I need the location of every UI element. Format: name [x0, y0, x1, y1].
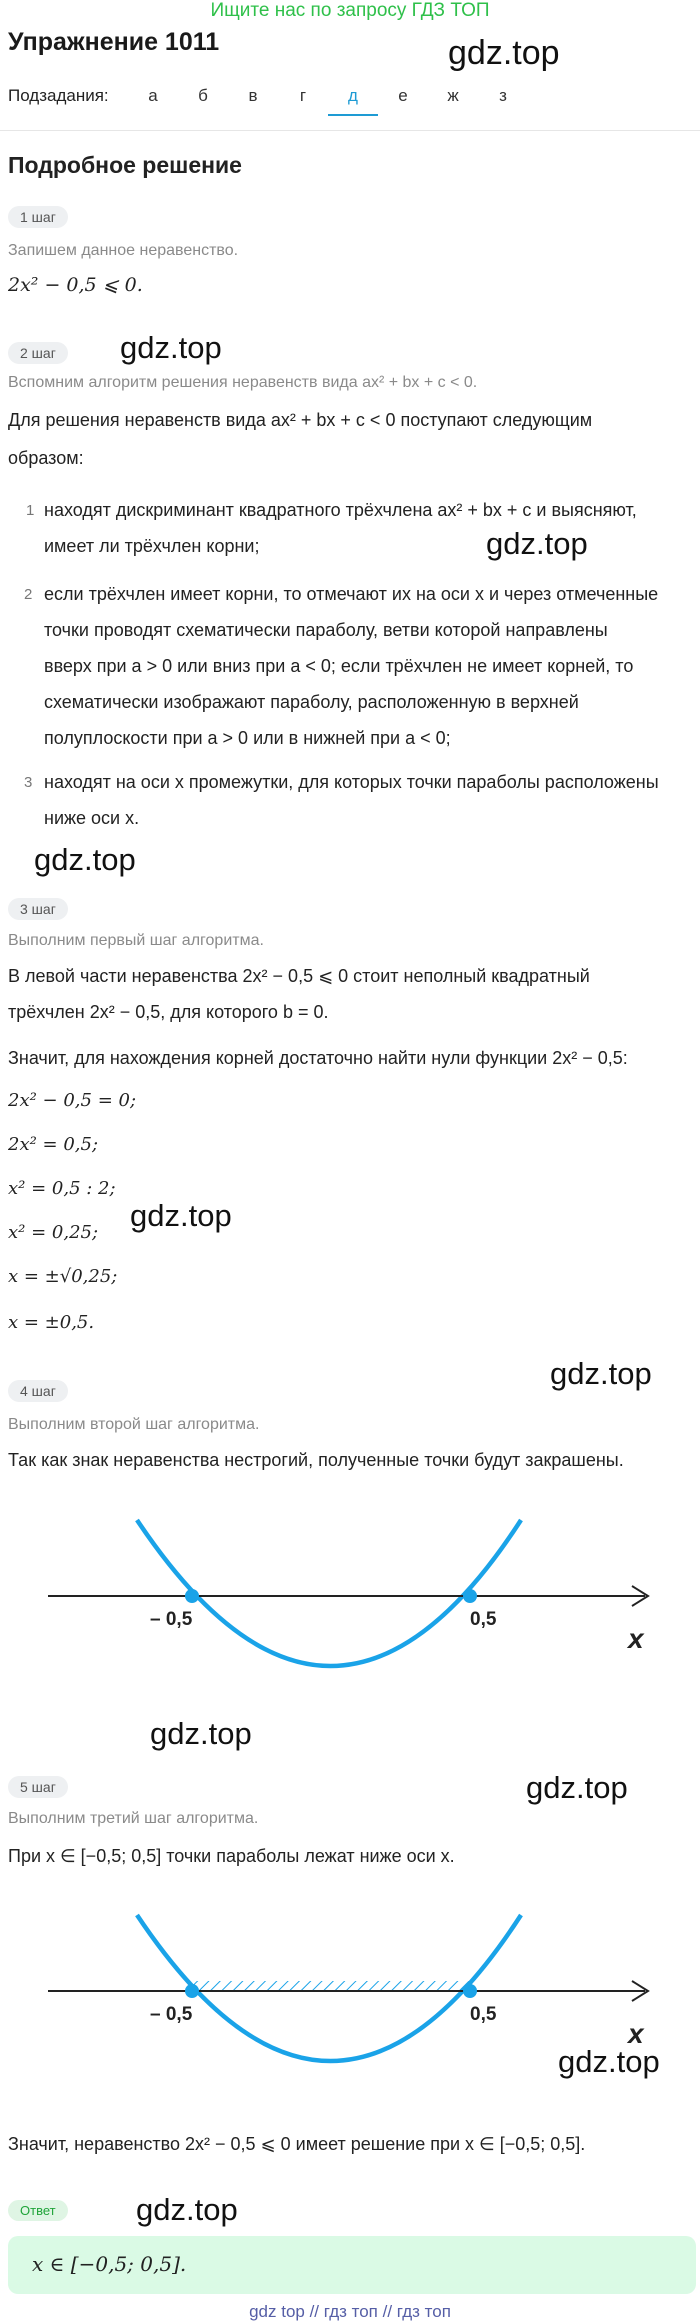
step-text: трёхчлен 2x² − 0,5, для которого b = 0. [8, 1002, 329, 1022]
tab-b[interactable]: б [198, 86, 208, 105]
step-note-2: Вспомним алгоритм решения неравенств вида ax² + bx + c < 0. [8, 374, 478, 391]
answer-badge: Ответ [8, 2200, 68, 2221]
step-text: Так как знак неравенства нестрогий, полученные точки будут закрашены. [8, 1450, 624, 1470]
equation-line: x = ±√0,25; [8, 1266, 118, 1287]
list-item: находят на оси x промежутки, для которых точки параболы расположены [44, 772, 659, 792]
root-label-left: – 0,5 [150, 1609, 193, 1630]
step-badge-3: 3 шаг [8, 898, 68, 920]
step-text: В левой части неравенства 2x² − 0,5 ⩽ 0 стоит неполный квадратный [8, 966, 590, 986]
list-item: если трёхчлен имеет корни, то отмечают их на оси x и через отмеченные [44, 584, 659, 604]
equation-line: 2x² = 0,5; [8, 1134, 99, 1155]
watermark: gdz.top [526, 1770, 628, 1805]
list-item: ниже оси x. [44, 808, 140, 828]
step-note-4: Выполним второй шаг алгоритма. [8, 1416, 260, 1433]
step-badge-5: 5 шаг [8, 1776, 68, 1798]
root-label-right: 0,5 [470, 2004, 497, 2025]
step-text: Для решения неравенств вида ax² + bx + c < 0 поступают следующим [8, 410, 593, 430]
promo-banner[interactable]: Ищите нас по запросу ГДЗ ТОП [210, 0, 490, 21]
step-badge-2: 2 шаг [8, 342, 68, 364]
root-point-left [185, 1589, 199, 1603]
divider [0, 130, 700, 131]
axis-label-x: x [628, 1623, 644, 1654]
equation-line: 2x² − 0,5 = 0; [8, 1090, 137, 1111]
list-item: имеет ли трёхчлен корни; [44, 536, 260, 556]
list-item: точки проводят схематически параболу, ветви которой направлены [44, 620, 608, 640]
axis-label-x: x [628, 2018, 644, 2049]
root-point-right [463, 1984, 477, 1998]
step-note-5: Выполним третий шаг алгоритма. [8, 1810, 259, 1827]
step-text: При x ∈ [−0,5; 0,5] точки параболы лежат ниже оси x. [8, 1846, 455, 1866]
equation-line: x² = 0,5 : 2; [8, 1178, 116, 1199]
tab-v[interactable]: в [248, 86, 258, 105]
equation-line: x = ±0,5. [8, 1312, 95, 1333]
tab-g[interactable]: г [299, 86, 307, 105]
tab-z[interactable]: з [499, 86, 507, 105]
list-item: схематически изображают параболу, расположенную в верхней [44, 692, 579, 712]
watermark: gdz.top [550, 1356, 652, 1391]
equation-line: x² = 0,25; [8, 1222, 99, 1243]
watermark: gdz.top [130, 1198, 232, 1233]
root-point-left [185, 1984, 199, 1998]
tab-zh[interactable]: ж [447, 86, 459, 105]
step-text: Значит, для нахождения корней достаточно найти нули функции 2x² − 0,5: [8, 1048, 628, 1068]
parabola-graph-2 [0, 1895, 700, 2065]
step-text: образом: [8, 448, 84, 468]
subtasks-label: Подзадания: [8, 86, 109, 105]
root-label-left: – 0,5 [150, 2004, 193, 2025]
tab-d[interactable]: д [328, 82, 378, 116]
solution-hatch [192, 1981, 470, 1991]
step-formula-1: 2x² − 0,5 ⩽ 0. [8, 274, 143, 296]
list-number: 3 [24, 774, 33, 791]
root-point-right [463, 1589, 477, 1603]
watermark: gdz.top [136, 2192, 238, 2227]
step-badge-1: 1 шаг [8, 206, 68, 228]
root-label-right: 0,5 [470, 1609, 497, 1630]
list-number: 1 [26, 502, 35, 519]
list-item: полуплоскости при a > 0 или в нижней при a < 0; [44, 728, 451, 748]
conclusion-text: Значит, неравенство 2x² − 0,5 ⩽ 0 имеет решение при x ∈ [−0,5; 0,5]. [8, 2134, 586, 2154]
list-item: находят дискриминант квадратного трёхчлена ax² + bx + c и выясняют, [44, 500, 637, 520]
step-badge-4: 4 шаг [8, 1380, 68, 1402]
watermark: gdz.top [486, 526, 588, 561]
list-number: 2 [24, 586, 33, 603]
page-title: Упражнение 1011 [8, 28, 220, 56]
step-note-3: Выполним первый шаг алгоритма. [8, 932, 264, 949]
parabola-graph-1 [0, 1500, 700, 1670]
solution-heading: Подробное решение [8, 152, 242, 178]
footer-links[interactable]: gdz top // гдз топ // гдз топ [249, 2302, 451, 2321]
list-item: вверх при a > 0 или вниз при a < 0; если трёхчлен не имеет корней, то [44, 656, 634, 676]
watermark: gdz.top [448, 34, 560, 72]
watermark: gdz.top [558, 2044, 660, 2079]
tab-a[interactable]: а [148, 86, 158, 105]
answer-text: x ∈ [−0,5; 0,5]. [32, 2252, 187, 2276]
watermark: gdz.top [150, 1716, 252, 1751]
subtasks-tabs [128, 82, 528, 116]
tab-e[interactable]: е [398, 86, 408, 105]
step-note-1: Запишем данное неравенство. [8, 242, 239, 259]
watermark: gdz.top [120, 330, 222, 365]
watermark: gdz.top [34, 842, 136, 877]
